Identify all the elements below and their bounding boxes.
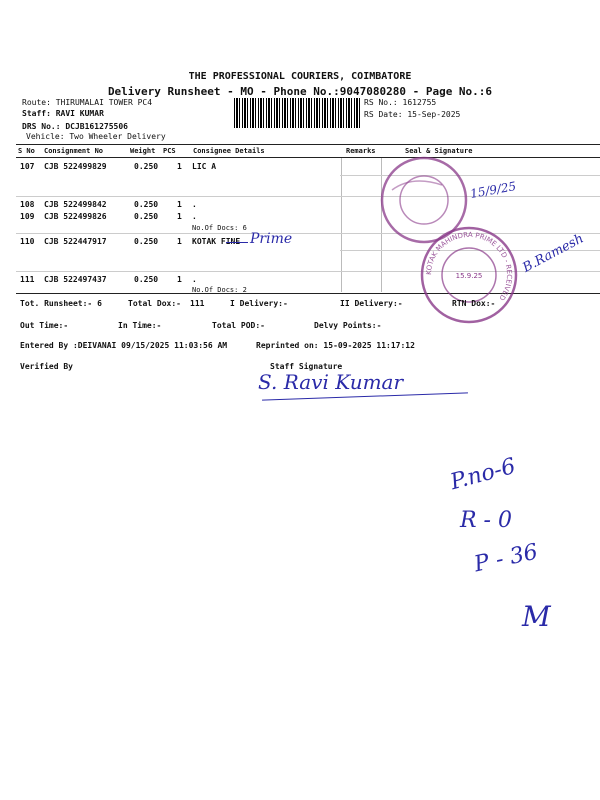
staff-signature: S. Ravi Kumar: [258, 370, 404, 394]
row-consignment: CJB 522499829: [44, 162, 107, 171]
total-dox-label: Total Dox:-: [128, 299, 181, 308]
initials-signature: M: [522, 600, 551, 633]
svg-text:KOTAK MAHINDRA PRIME LTD - REC: [425, 231, 513, 302]
row-consignee: .: [192, 212, 197, 221]
row-sno: 111: [20, 275, 35, 284]
row-consignment: CJB 522497437: [44, 275, 107, 284]
out-time: Out Time:-: [20, 321, 69, 330]
row-pcs: 1: [177, 275, 182, 284]
row-weight: 0.250: [134, 212, 159, 221]
vehicle: Vehicle: Two Wheeler Delivery: [26, 132, 166, 141]
row-sno: 108: [20, 200, 35, 209]
col-consignment: Consignment No: [44, 147, 104, 155]
seal-text: KOTAK MAHINDRA PRIME LTD - RECEIVED: [424, 230, 514, 302]
row-weight: 0.250: [134, 200, 159, 209]
route: Route: THIRUMALAI TOWER PC4: [22, 98, 153, 107]
row-consignee: KOTAK FINE: [192, 237, 241, 246]
row-sno: 109: [20, 212, 35, 221]
i-delivery: I Delivery:-: [230, 299, 288, 308]
row-sno: 107: [20, 162, 35, 171]
col-pcs: PCS: [163, 147, 176, 155]
row-note: No.Of Docs: 6: [192, 224, 247, 232]
row-consignment: CJB 522499842: [44, 200, 107, 209]
handwritten-prime: Prime: [250, 231, 293, 247]
runsheet-title: Delivery Runsheet - MO - Phone No.:9047080280 - Page No.:6: [107, 85, 493, 98]
total-dox-value: 111: [190, 299, 205, 308]
receiver-signature: B.Ramesh: [520, 231, 587, 276]
row-pcs: 1: [177, 162, 182, 171]
handwritten-date: 15/9/25: [469, 179, 518, 201]
verified-by: Verified By: [20, 362, 73, 371]
row-note: No.Of Docs: 2: [192, 286, 247, 294]
row-consignment: CJB 522447917: [44, 237, 107, 246]
staff-signature-label: Staff Signature: [270, 362, 343, 371]
in-time: In Time:-: [118, 321, 162, 330]
note-r: R - 0: [460, 508, 512, 533]
company-name: THE PROFESSIONAL COURIERS, COIMBATORE: [188, 71, 412, 82]
row-weight: 0.250: [134, 162, 159, 171]
drs-no: DRS No.: DCJB161275506: [22, 122, 128, 131]
delvy-points: Delvy Points:-: [314, 321, 382, 330]
row-pcs: 1: [177, 200, 182, 209]
ii-delivery: II Delivery:-: [340, 299, 403, 308]
row-consignment: CJB 522499826: [44, 212, 107, 221]
barcode: [234, 98, 360, 128]
row-sno: 110: [20, 237, 35, 246]
total-pod: Total POD:-: [212, 321, 265, 330]
entered-by: Entered By :DEIVANAI 09/15/2025 11:03:56 AM: [20, 341, 228, 350]
reprinted-on: Reprinted on: 15-09-2025 11:17:12: [256, 341, 415, 350]
row-consignee: .: [192, 275, 197, 284]
note-page-no: P.no-6: [447, 453, 519, 496]
table-header-rule: [16, 157, 600, 158]
col-sno: S No: [18, 147, 35, 155]
rs-date: RS Date: 15-Sep-2025: [364, 110, 461, 119]
tot-runsheet: Tot. Runsheet:- 6: [20, 299, 102, 308]
rtn-dox: RTN Dox:-: [452, 299, 496, 308]
seal-date: 15.9.25: [455, 272, 483, 280]
row-weight: 0.250: [134, 275, 159, 284]
note-p: P - 36: [472, 539, 541, 578]
row-weight: 0.250: [134, 237, 159, 246]
table-top-rule: [16, 144, 600, 145]
col-weight: Weight: [130, 147, 156, 155]
row-consignee: .: [192, 200, 197, 209]
company-seal: [414, 220, 524, 330]
staff: Staff: RAVI KUMAR: [22, 109, 104, 118]
row-consignee: LIC A: [192, 162, 217, 171]
row-pcs: 1: [177, 237, 182, 246]
col-seal: Seal & Signature: [405, 147, 473, 155]
row-pcs: 1: [177, 212, 182, 221]
rs-no: RS No.: 1612755: [364, 98, 437, 107]
strike-mark: [226, 242, 248, 243]
col-remarks: Remarks: [346, 147, 376, 155]
col-consignee: Consignee Details: [193, 147, 265, 155]
